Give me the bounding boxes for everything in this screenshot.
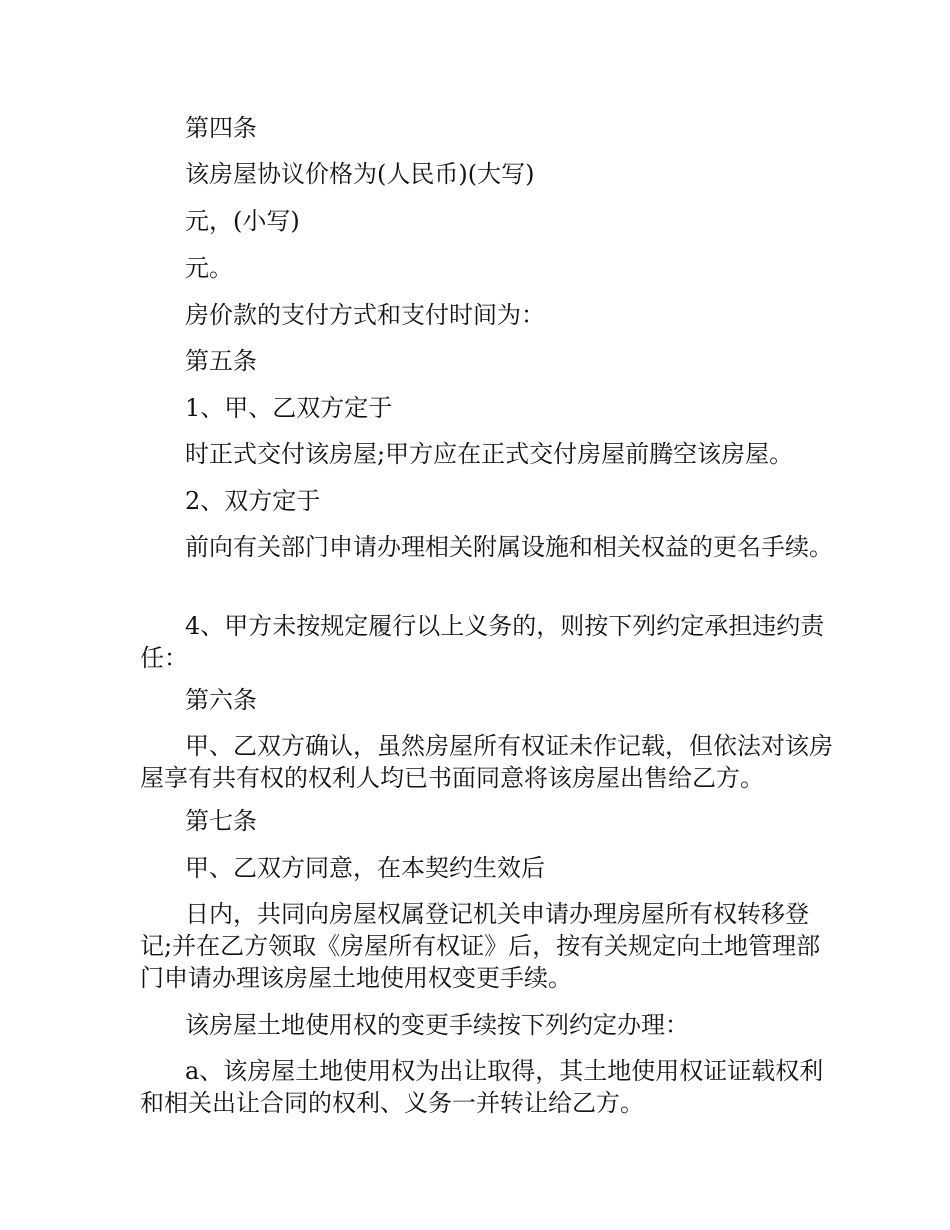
article-5-heading: 第五条 [185, 347, 257, 375]
contract-effective-line: 甲、乙双方同意，在本契约生效后 [185, 854, 545, 882]
article-7-heading: 第七条 [185, 807, 257, 835]
article-6-heading: 第六条 [185, 686, 257, 714]
clause-a-paragraph: a、该房屋土地使用权为出让取得，其土地使用权证证载权利和相关出让合同的权利、义务一并转让给乙方。 [140, 1057, 824, 1117]
price-lowercase-line: 元，(小写) [185, 207, 300, 235]
clause-1-line: 1、甲、乙双方定于 [185, 394, 393, 422]
co-ownership-paragraph: 甲、乙双方确认，虽然房屋所有权证未作记载，但依法对该房屋享有共有权的权利人均已书面同意将该房屋出售给乙方。 [140, 732, 833, 792]
transfer-registration-paragraph: 日内，共同向房屋权属登记机关申请办理房屋所有权转移登记;并在乙方领取《房屋所有权证》后，按有关规定向土地管理部门申请办理该房屋土地使用权变更手续。 [140, 900, 821, 992]
price-unit-line: 元。 [185, 254, 233, 282]
clause-2-line: 2、双方定于 [185, 487, 321, 515]
article-4-heading: 第四条 [185, 114, 257, 142]
breach-liability-paragraph: 4、甲方未按规定履行以上义务的，则按下列约定承担违约责任： [140, 612, 825, 672]
price-uppercase-line: 该房屋协议价格为(人民币)(大写) [185, 160, 535, 188]
payment-method-line: 房价款的支付方式和支付时间为： [185, 301, 545, 329]
land-use-change-line: 该房屋土地使用权的变更手续按下列约定办理： [185, 1011, 689, 1039]
rename-procedure-paragraph: 前向有关部门申请办理相关附属设施和相关权益的更名手续。 [185, 533, 833, 561]
delivery-line: 时正式交付该房屋;甲方应在正式交付房屋前腾空该房屋。 [185, 440, 794, 468]
